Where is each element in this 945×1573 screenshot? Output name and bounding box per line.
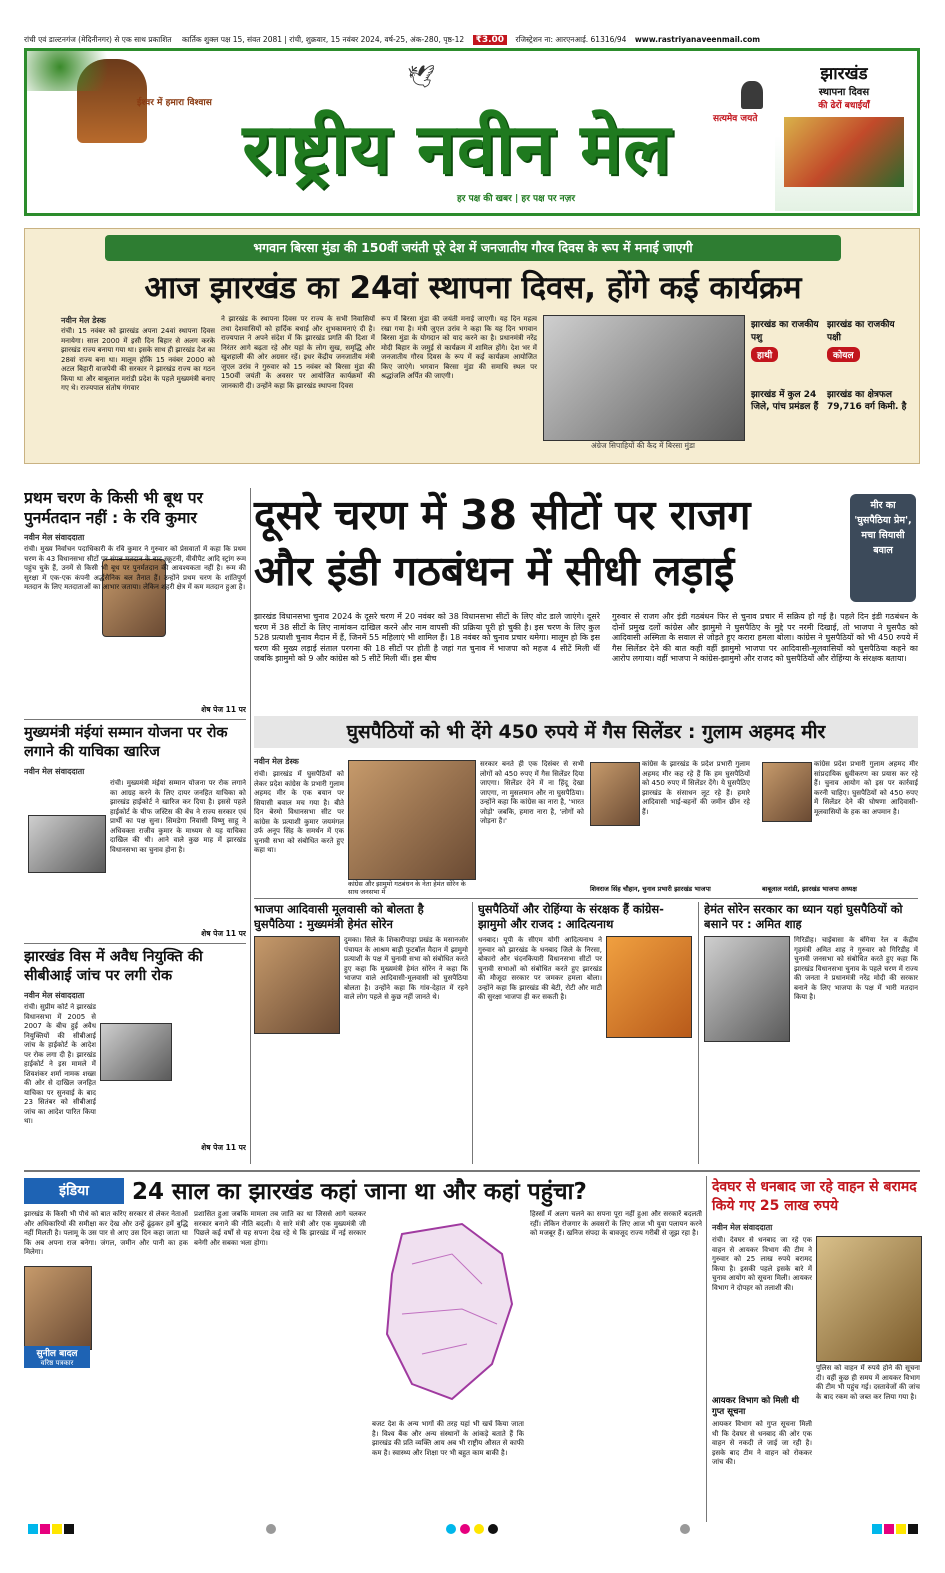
masthead-motto-left: ईश्वर में हमारा विश्वास	[137, 98, 212, 108]
map-svg	[372, 1214, 524, 1414]
story-maiyan-text: रांची। मुख्यमंत्री मंईयां सम्मान योजना पर रोक लगाने का आग्रह करने के लिए दायर जनहित याचिका को झारखंड हाईकोर्ट ने खारिज कर दिया है। इससे पहले हाईकोर्ट के चीफ जस्टिस की बेंच ने राज्य सरकार एवं प्रार्थी का पक्ष सुना। सिमडेगा निवासी विष्णु साहू ने अधिवक्ता राजीव कुमार के माध्यम से यह याचिका दाखिल की थी। आने वाले कुछ माह में झारखंड विधानसभा का चुनाव होना है।	[110, 779, 246, 854]
leaf-decoration	[27, 51, 137, 91]
top-bar	[24, 32, 920, 47]
crowd-photo	[784, 117, 904, 187]
gas-headline-box	[254, 716, 918, 748]
story-cbi-more[interactable]: शेष पेज 11 पर	[201, 1143, 246, 1152]
yogi-headline: घुसपैठियों और रोहिंग्या के संरक्षक हैं कांग्रेस-झामुमो और राजद : आदित्यनाथ	[478, 902, 664, 931]
masthead-title: राष्ट्रीय नवीन मेल	[242, 108, 672, 190]
story-cbi-byline: नवीन मेल संवाददाता	[24, 991, 85, 1000]
gas-text-1: रांची। झारखंड में घुसपैठियों को लेकर प्रदेश कांग्रेस के प्रभारी गुलाम अहमद मीर के एक बयान पर सियासी बवाल मच गया है। बीते दिन बेरमो विधानसभा सीट पर कांग्रेस के प्रत्याशी कुमार जयमंगल उर्फ अनूप सिंह के समर्थन में एक चुनावी सभा को संबोधित करते हुए कहा था।	[254, 770, 344, 854]
tagline-bar: हर पक्ष की खबर | हर पक्ष पर नज़र	[457, 194, 575, 204]
election-headline-1: दूसरे चरण में 38 सीटों पर राजग	[254, 491, 751, 539]
registration-number: रजिस्ट्रेशन ना: आरएनआई. 61316/94	[515, 35, 627, 44]
hemant-soren-photo	[254, 936, 340, 1034]
deoghar-text-2: पुलिस को वाहन में रुपये होने की सूचना दी। वहीं कुछ ही समय में आयकर विभाग की टीम भी पहुंच गई। दस्तावेजों की जांच के बाद रकम को जब्त कर लिया गया है।	[816, 1364, 920, 1401]
gas-text-2: सरकार बनते ही एक दिसंबर से सभी लोगों को 450 रुपए में गैस सिलेंडर दिया जाएगा। सिलेंडर देने में ना हिंदू देखा जाएगा, ना मुसलमान और ना घुसपैठिया। उन्होंने कहा कि कांग्रेस का नारा है, 'भारत जोड़ो' जबकि, हमारा नारा है, 'लोगों को जोड़ना है।'	[480, 760, 584, 825]
bird-icon: 🕊	[407, 65, 435, 90]
election-body-1: झारखंड विधानसभा चुनाव 2024 के दूसरे चरण में 20 नवंबर को 38 विधानसभा सीटों के लिए वोट डाले जाएंगे। दूसरे चरण में 38 सीटों के लिए नामांकन दाखिल करने और नाम वापसी की प्रक्रिया पूरी हो चुकी है। इस चरण के लिए कुल 528 प्रत्याशी चुनाव मैदान में हैं, जिनमें 55 महिलाएं भी शामिल हैं। 18 नवंबर को चुनाव प्रचार थमेगा। मालूम हो कि इस चरण की मुख्य लड़ाई संताल परगना की 18 सीटों पर होती है जहां गत चुनाव में भाजपा को महज 4 सीटें मिली थीं जबकि झामुमो को 9 और कांग्रेस को 5 सीटें मिली थीं। इस बीच	[254, 612, 600, 663]
promo-box	[775, 61, 913, 211]
lead-column-3: रूप में बिरसा मुंडा की जयंती मनाई जाएगी। यह दिन महत्व रखा गया है। मंत्री जुएल उरांव ने कहा कि यह दिन भगवान बिरसा मुंडा के योगदान को याद करने का है। प्रधानमंत्री नरेंद्र मोदी बिहार के जमुई से कार्यक्रम में शामिल होंगे। देश भर में जनजातीय गौरव दिवस के रूप में कई कार्यक्रम आयोजित किए जाएंगे। भगवान बिरसा मुंडा की समाधि स्थल पर श्रद्धांजलि अर्पित की जाएगी।	[381, 315, 537, 380]
deoghar-headline: देवघर से धनबाद जा रहे वाहन से बरामद किये गए 25 लाख रुपये	[712, 1179, 917, 1214]
mir-rally-photo	[348, 760, 476, 880]
masthead-motto-right: सत्यमेव जयते	[713, 114, 758, 124]
india-tag: इंडिया	[24, 1178, 124, 1204]
edition-date: कार्तिक शुक्ल पक्ष 15, संवत 2081 | रांची, शुक्रवार, 15 नवंबर 2024, वर्ष-25, अंक-280, पृष्ठ-12	[181, 35, 465, 44]
babulal-marandi-photo	[762, 762, 812, 822]
shah-story	[704, 902, 918, 1164]
promo-line-3: की ढेरों बधाईयाँ	[818, 101, 870, 111]
shivraj-chouhan-photo	[590, 762, 640, 826]
shah-text: गिरिडीह। चाईबासा के बंगिया रेल व केंद्रीय गृहमंत्री अमित शाह ने गुरुवार को गिरिडीह में चुनावी जनसभा को संबोधित करते हुए कहा कि झारखंड विधानसभा चुनाव के पहले चरण में राज्य की जनता ने प्रधानमंत्री नरेंद्र मोदी की सरकार बनाने के लिए भाजपा के पक्ष में भारी मतदान किया है।	[794, 936, 918, 1001]
sunil-badal-photo	[24, 1266, 92, 1350]
author-name: सुनील बादल	[36, 1349, 78, 1359]
babulal-name: बाबूलाल मरांडी, झारखंड भाजपा अध्यक्ष	[762, 885, 857, 893]
india-text-2: प्रशासित हुआ जबकि मामला तब जाति का था जिससे आगे चलकर सरकार बनाने की नीति बदली। ये सारे मंत्री और एक मुख्यमंत्री जी पिछले कई वर्षों से यह सपना देख रहे थे कि झारखंड में नई सरकार बनेगी और सबका भला होगा।	[194, 1210, 366, 1247]
mir-controversy-badge: मीर का 'घुसपैठिया प्रेम', मचा सियासी बवाल	[850, 494, 916, 602]
deoghar-text-3: आयकर विभाग को गुप्त सूचना मिली थी कि देवघर से धनबाद की ओर एक वाहन से नकदी ले जाई जा रही है। इसके बाद टीम ने वाहन को रोककर जांच की।	[712, 1420, 812, 1466]
fact-box-bird: झारखंड का राजकीय पक्षी कोयल	[827, 320, 895, 361]
fact-bird-value: कोयल	[827, 347, 860, 362]
india-text-1: झारखंड के किसी भी पौधे को बात करिए सरकार से लेकर नेताओं और अधिकारियों की समीक्षा कर देख और उन्हें ढूंढ़कर हमें बुद्धि नहीं मिलती है। पलामू के उस पार से आए उस दिन कहा जाता था कि अब अपना राज बनेगा। जंगल, जमीन और पानी का हक मिलेगा।	[24, 1210, 188, 1256]
promo-line-2: स्थापना दिवस	[818, 87, 870, 98]
shivraj-quote: कांग्रेस के झारखंड के प्रदेश प्रभारी गुलाम अहमद मीर कह रहे हैं कि हम घुसपैठियों को 450 रुपए में सिलेंडर देंगे। ये घुसपैठिए झारखंड के संसाधन लूट रहे हैं। हमारे आदिवासी भाई-बहनों की जमीन छीन रहे हैं।	[642, 760, 750, 816]
masthead	[24, 48, 920, 216]
story-maiyan-headline: मुख्यमंत्री मंईयां सम्मान योजना पर रोक लगाने की याचिका खारिज	[24, 725, 228, 760]
lead-kicker: भगवान बिरसा मुंडा की 150वीं जयंती पूरे देश में जनजातीय गौरव दिवस के रूप में मनाई जाएगी	[105, 235, 841, 261]
india-author	[24, 1346, 90, 1368]
story-cbi-text: रांची। सुप्रीम कोर्ट ने झारखंड विधानसभा में 2005 से 2007 के बीच हुई अवैध नियुक्तियों की सीबीआई जांच के हाईकोर्ट के आदेश पर रोक लगा दी है। झारखंड हाईकोर्ट ने इस मामले में शिवशंकर शर्मा नामक शख्स की ओर से दाखिल जनहित याचिका पर सुनवाई के बाद 23 सितंबर को सीबीआई जांच का आदेश पारित किया था।	[24, 1003, 96, 1125]
story-repoll-text: रांची। मुख्य निर्वाचन पदाधिकारी के रवि कुमार ने गुरुवार को प्रेसवार्ता में कहा कि प्रथम चरण के 43 विधानसभा सीटों पर संपन्न मतदान के बाद स्क्रूटनी, वीवीपैट आदि स्ट्रांग रूम पहुंच चुके हैं, उनमें से किसी भी बूथ पर पुनर्मतदान की आवश्यकता नहीं है। रूम की सुरक्षा में एक-एक कंपनी अर्द्धसैनिक बल तैनात हैं। उन्होंने प्रथम चरण के शांतिपूर्ण मतदान के लिए मतदाताओं का आभार जताया। लेकिन शहरी क्षेत्र में कम मतदान हुआ है।	[24, 545, 246, 591]
deoghar-text-1: रांची। देवघर से धनबाद जा रहे एक वाहन से आयकर विभाग की टीम ने गुरुवार को 25 लाख रुपये बरामद किया है। इसकी पहले इसके बारे में चुनाव आयोग को सूचना मिली। आयकर विभाग ने दोपहर को तलाशी की।	[712, 1236, 812, 1292]
soren-headline: भाजपा आदिवासी मूलवासी को बोलता है घुसपैठिया : मुख्यमंत्री हेमंत सोरेन	[254, 902, 424, 931]
lead-byline: नवीन मेल डेस्क	[61, 316, 106, 325]
lead-headline: आज झारखंड का 24वां स्थापना दिवस, होंगे कई कार्यक्रम	[144, 270, 802, 306]
story-repoll-more[interactable]: शेष पेज 11 पर	[201, 705, 246, 714]
edition-info: रांची एवं डाल्टनगंज (मेदिनीनगर) से एक साथ प्रकाशित	[24, 35, 172, 44]
story-maiyan-byline: नवीन मेल संवाददाता	[24, 767, 85, 776]
lead-column-1: रांची। 15 नवंबर को झारखंड अपना 24वां स्थापना दिवस मनायेगा। साल 2000 में इसी दिन बिहार से अलग करके झारखंड राज्य बनाया गया था। इसके साथ ही झारखंड देश का 28वां राज्य बना था। मालूम होकि 15 नवंबर 2000 को अटल बिहारी वाजपेयी की सरकार ने झारखंड राज्य का गठन किया था और बाबूलाल मरांडी प्रदेश के पहले मुख्यमंत्री बनाए गए थे। राज्यपाल संतोष गंगवार	[61, 327, 215, 392]
yogi-story	[478, 902, 692, 1164]
election-body-2: गुरुवार से राजग और इंडी गठबंधन फिर से चुनाव प्रचार में सक्रिय हो गई है। पहले दिन इंडी गठबंधन के दोनों प्रमुख दलों कांग्रेस और झामुमो ने घुसपैठिए के मुद्दे पर नरमी दिखाई, तो भाजपा ने घुसपैठ को आदिवासी अस्मिता के सवाल से जोड़ते हुए करारा हमला बोला। कांग्रेस ने घुसपैठियों को भी 450 रुपये में गैस सिलेंडर देने की बात कही वहीं झामुमो भाजपा पर आदिवासी-मूलवासियों को घुसपैठिया कहने का आरोप लगाया। वहीं भाजपा ने कांग्रेस-झामुमो और राजद को घुसपैठियों और रोहिंग्या के संरक्षक बताया।	[612, 612, 918, 663]
lead-column-2: ने झारखंड के स्थापना दिवस पर राज्य के सभी निवासियों तथा देशवासियों को हार्दिक बधाई और शुभकामनाएं दी है। राज्यपाल ने अपने संदेश में कि झारखंड प्रगति की दिशा में निरंतर आगे बढ़ता रहे और यहां के लोग सुख, समृद्धि और खुशहाली की ओर अग्रसर रहें। इधर केंद्रीय जनजातीय मंत्री जुएल उरांव ने गुरुवार को 15 नवंबर को बिरसा मुंडा की 150वीं जयंती के अवसर पर आयोजित कार्यक्रमों की जानकारी दी। उन्होंने कहा कि झारखंड स्थापना दिवस	[221, 315, 375, 390]
babulal-quote: कांग्रेस प्रदेश प्रभारी गुलाम अहमद मीर सांप्रदायिक ध्रुवीकरण का प्रयास कर रहे हैं। चुनाव आयोग को इस पर कार्रवाई करनी चाहिए। घुसपैठियों को 450 रुपए में सिलेंडर देने की घोषणा आदिवासी-मूलवासियों के हक का अपमान है।	[814, 760, 918, 816]
fact-box-animal: झारखंड का राजकीय पशु हाथी	[751, 320, 819, 361]
photo-caption: अंग्रेज सिपाहियों की कैद में बिरसा मुंडा	[591, 441, 695, 450]
india-text-4: बजट देश के अन्य भागों की तरह यहां भी खर्च किया जाता है। विश्व बैंक और अन्य संस्थानों के आंकड़े बताते हैं कि झारखंड की प्रति व्यक्ति आय अब भी राष्ट्रीय औसत से काफी कम है। स्वास्थ्य और शिक्षा पर भी बहुत काम बाकी है।	[372, 1420, 524, 1457]
print-registration-bar	[28, 1522, 918, 1536]
fact-districts: झारखंड में कुल 24 जिले, पांच प्रमंडल हैं	[751, 390, 819, 412]
story-repoll-headline: प्रथम चरण के किसी भी बूथ पर पुनर्मतदान नहीं : के रवि कुमार	[24, 489, 203, 527]
cash-seizure-photo	[816, 1236, 922, 1362]
promo-line-1: झारखंड	[820, 64, 868, 84]
tagline-1: हर पक्ष की खबर	[457, 194, 512, 204]
soren-story	[254, 902, 468, 1164]
election-headline-2: और इंडी गठबंधन में सीधी लड़ाई	[254, 547, 735, 595]
left-column	[24, 488, 246, 1164]
story-cbi-headline: झारखंड विस में अवैध नियुक्ति की सीबीआई जांच पर लगी रोक	[24, 949, 203, 984]
shah-headline: हेमंत सोरेन सरकार का ध्यान यहां घुसपैठियों को बसाने पर : अमित शाह	[704, 902, 903, 931]
gas-byline: नवीन मेल डेस्क	[254, 757, 299, 766]
jharkhand-map	[372, 1214, 524, 1414]
gas-headline: घुसपैठियों को भी देंगे 450 रुपये में गैस सिलेंडर : गुलाम अहमद मीर	[346, 721, 826, 743]
ashoka-emblem-icon	[741, 81, 763, 109]
india-headline: 24 साल का झारखंड कहां जाना था और कहां पहुंचा?	[132, 1179, 587, 1205]
price-badge: ₹3.00	[473, 35, 507, 45]
soren-text: दुमका। सिले के शिकारीपाड़ा प्रखंड के मसानजोर पंचायत के आश्रम बाड़ी फुटबॉल मैदान में झामुमो प्रत्याशी के पक्ष में चुनावी सभा को संबोधित करते हुए कहा कि मुख्यमंत्री हेमंत सोरेन ने कहा कि भाजपा वाले आदिवासी-मूलवासी को घुसपैठिया बोलता है। उन्होंने कहा कि गांव-देहात में रहने वाले लोग पहले से कुछ नहीं जानते थे।	[344, 936, 468, 1001]
birsa-munda-photo	[543, 315, 745, 441]
fact-animal-value: हाथी	[751, 347, 778, 362]
amit-shah-photo	[704, 936, 790, 1042]
lead-story-panel	[24, 228, 920, 464]
supreme-court-photo	[100, 1023, 172, 1081]
deoghar-byline: नवीन मेल संवाददाता	[712, 1223, 773, 1232]
shivraj-name: शिवराज सिंह चौहान, चुनाव प्रभारी झारखंड भाजपा	[590, 885, 711, 893]
tagline-2: हर पक्ष पर नज़र	[521, 194, 575, 204]
deoghar-subheading: आयकर विभाग को मिली थी गुप्त सूचना	[712, 1396, 799, 1417]
author-role: वरिष्ठ पत्रकार	[40, 1359, 74, 1367]
fact-area: झारखंड का क्षेत्रफल 79,716 वर्ग किमी. है	[827, 390, 907, 412]
website-link[interactable]: www.rastriyanaveenmail.com	[634, 35, 761, 44]
high-court-photo	[28, 815, 106, 873]
india-text-3: हिस्सों में अलग चलने का सपना पूरा नहीं हुआ और सरकारें बदलती रहीं। लेकिन रोजगार के अवसरों के लिए आज भी युवा पलायन करने को मजबूर हैं। खनिज संपदा के बावजूद राज्य गरीबी से जूझ रहा है।	[530, 1210, 702, 1237]
yogi-adityanath-photo	[606, 936, 692, 1038]
story-maiyan-more[interactable]: शेष पेज 11 पर	[201, 929, 246, 938]
gas-photo-caption: कांग्रेस और झामुमो गठबंधन के नेता हेमंत सोरेन के साथ जनसभा में	[348, 880, 466, 896]
story-repoll-byline: नवीन मेल संवाददाता	[24, 533, 85, 542]
yogi-text: धनबाद। यूपी के सीएम योगी आदित्यनाथ ने गुरुवार को झारखंड के धनबाद जिले के निरसा, बोकारो और चंदनकियारी विधानसभा सीटों पर चुनावी सभाओं को संबोधित करते हुए झारखंड की मौजूदा सरकार पर जमकर हमला बोला। उन्होंने कहा कि झारखंड की बेटी, रोटी और माटी की सुरक्षा भाजपा ही कर सकती है।	[478, 936, 602, 1001]
